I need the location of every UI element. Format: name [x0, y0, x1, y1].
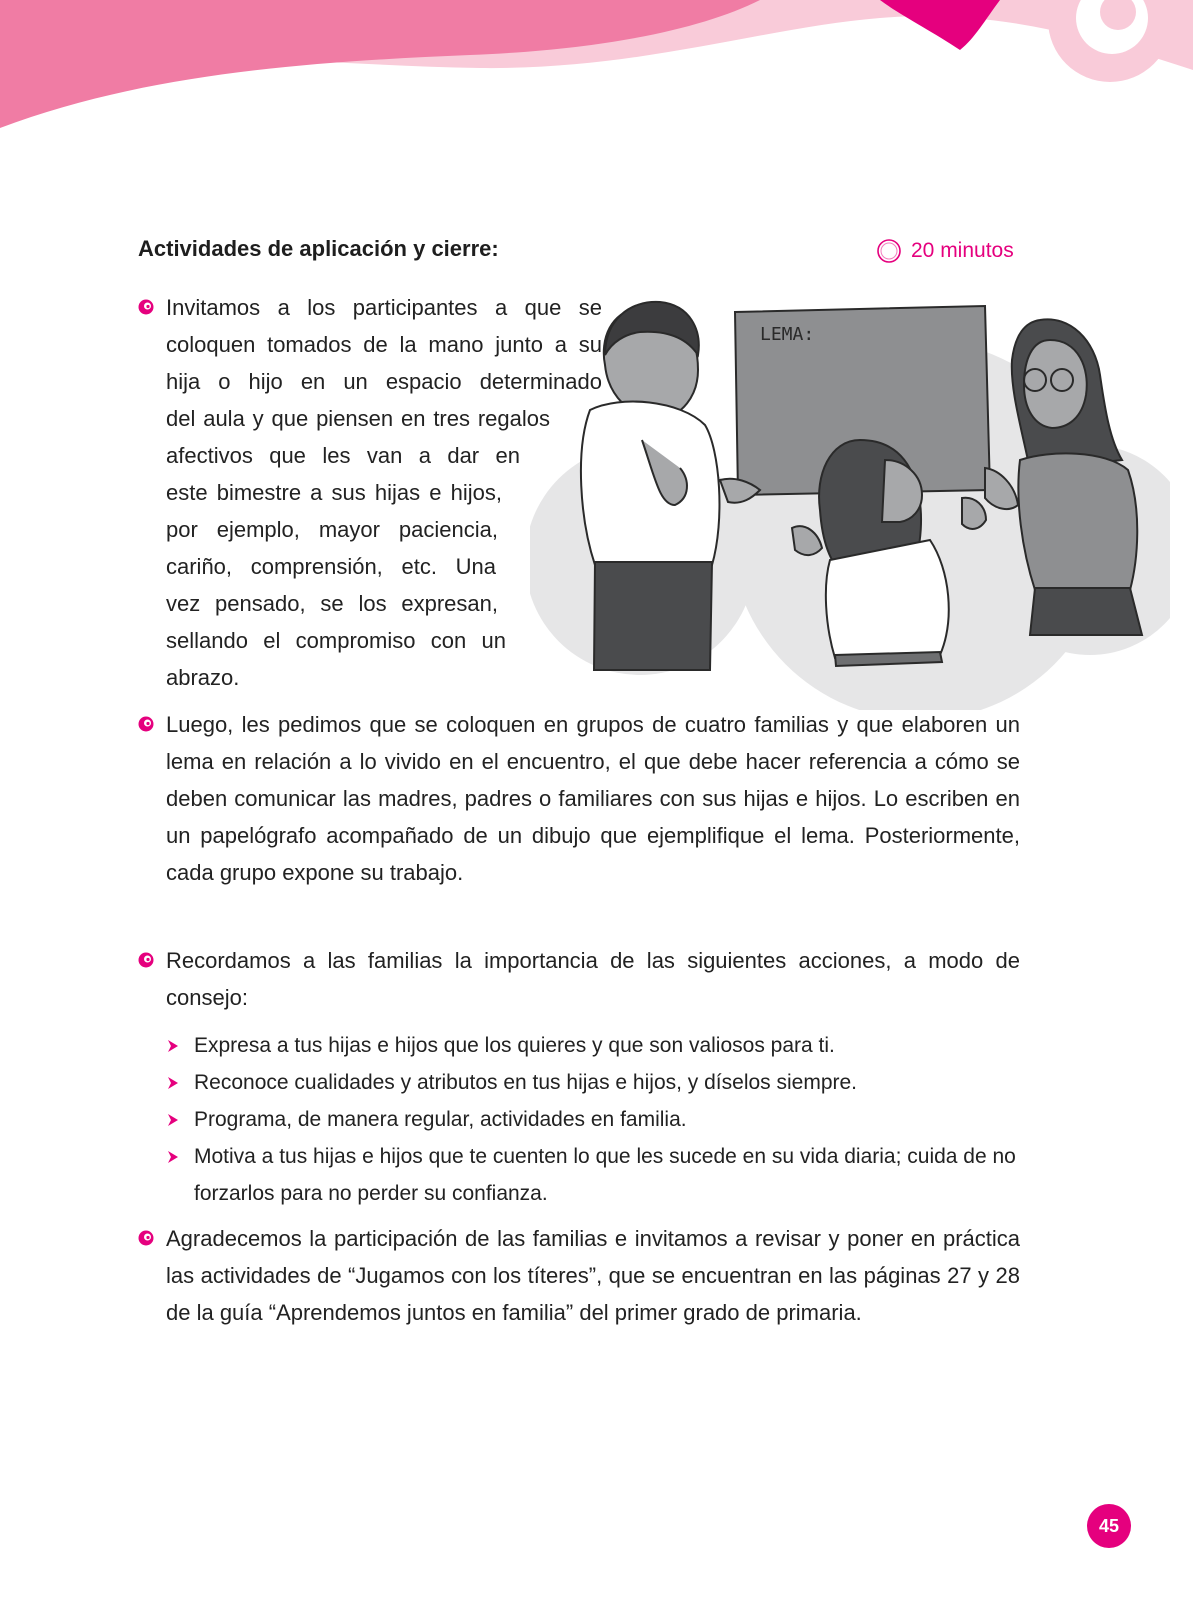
paragraph-line: sellando el compromiso con un — [166, 628, 506, 653]
paragraph-groups: Luego, les pedimos que se coloquen en grupos de cuatro familias y que elaboren un lema en relación a lo vivido en el encuentro, el que debe hacer referencia a cómo se deben comunicar las madres, padres o familiares con sus hijas e hijos. Lo escriben en un papelógrafo acompañado de un dibujo que ejemplifique el lema. Posteriormente, cada grupo expone su trabajo. — [166, 712, 1020, 885]
bullet-icon — [138, 952, 154, 968]
paragraph-invitation — [166, 289, 602, 696]
advice-list — [166, 1027, 1020, 1212]
list-item — [166, 1138, 1020, 1212]
bullet-icon — [138, 716, 154, 732]
list-item — [166, 1101, 1020, 1138]
paragraph-line: afectivos que les van a dar en — [166, 443, 520, 468]
advice-text: Reconoce cualidades y atributos en tus hijas e hijos, y díselos siempre. — [194, 1071, 858, 1094]
header-wave-decoration — [0, 0, 1193, 140]
paragraph-line: del aula y que piensen en tres regalos — [166, 406, 550, 431]
list-item — [166, 1027, 1020, 1064]
clock-icon — [876, 238, 902, 264]
advice-text: Motiva a tus hijas e hijos que te cuenten lo que les sucede en su vida diaria; cuida de no forzarlos para no perder su confianza. — [194, 1145, 1016, 1205]
duration — [876, 237, 1014, 265]
advice-text: Expresa a tus hijas e hijos que los quieres y que son valiosos para ti. — [194, 1034, 835, 1057]
duration-text: 20 minutos — [911, 239, 1014, 262]
chevron-right-icon — [166, 1113, 180, 1127]
board-label: LEMA: — [760, 324, 815, 345]
paragraph-advice-intro: Recordamos a las familias la importancia de las siguientes acciones, a modo de consejo: — [166, 948, 1020, 1010]
paragraph-line: por ejemplo, mayor paciencia, — [166, 517, 498, 542]
family-illustration — [530, 300, 1170, 710]
bullet-icon — [138, 299, 154, 315]
paragraph-line: este bimestre a sus hijas e hijos, — [166, 480, 502, 505]
chevron-right-icon — [166, 1076, 180, 1090]
paragraph-line: coloquen tomados de la mano junto a su — [166, 332, 602, 357]
paragraph-line: cariño, comprensión, etc. Una — [166, 554, 496, 579]
paragraph-line: hija o hijo en un espacio determinado — [166, 369, 602, 394]
section-title: Actividades de aplicación y cierre: — [138, 236, 499, 261]
list-item — [166, 1064, 1020, 1101]
paragraph-line: Invitamos a los participantes a que se — [166, 295, 602, 320]
paragraph-line: vez pensado, se los expresan, — [166, 591, 498, 616]
paragraph-thanks: Agradecemos la participación de las familias e invitamos a revisar y poner en práctica las actividades de “Jugamos con los títeres”, que se encuentran en las páginas 27 y 28 de la guía “Aprendemos juntos en familia” del primer grado de primaria. — [166, 1226, 1020, 1325]
advice-text: Programa, de manera regular, actividades en familia. — [194, 1108, 687, 1131]
bullet-icon — [138, 1230, 154, 1246]
chevron-right-icon — [166, 1150, 180, 1164]
page-number: 45 — [1087, 1504, 1131, 1548]
paragraph-line: abrazo. — [166, 665, 240, 690]
chevron-right-icon — [166, 1039, 180, 1053]
